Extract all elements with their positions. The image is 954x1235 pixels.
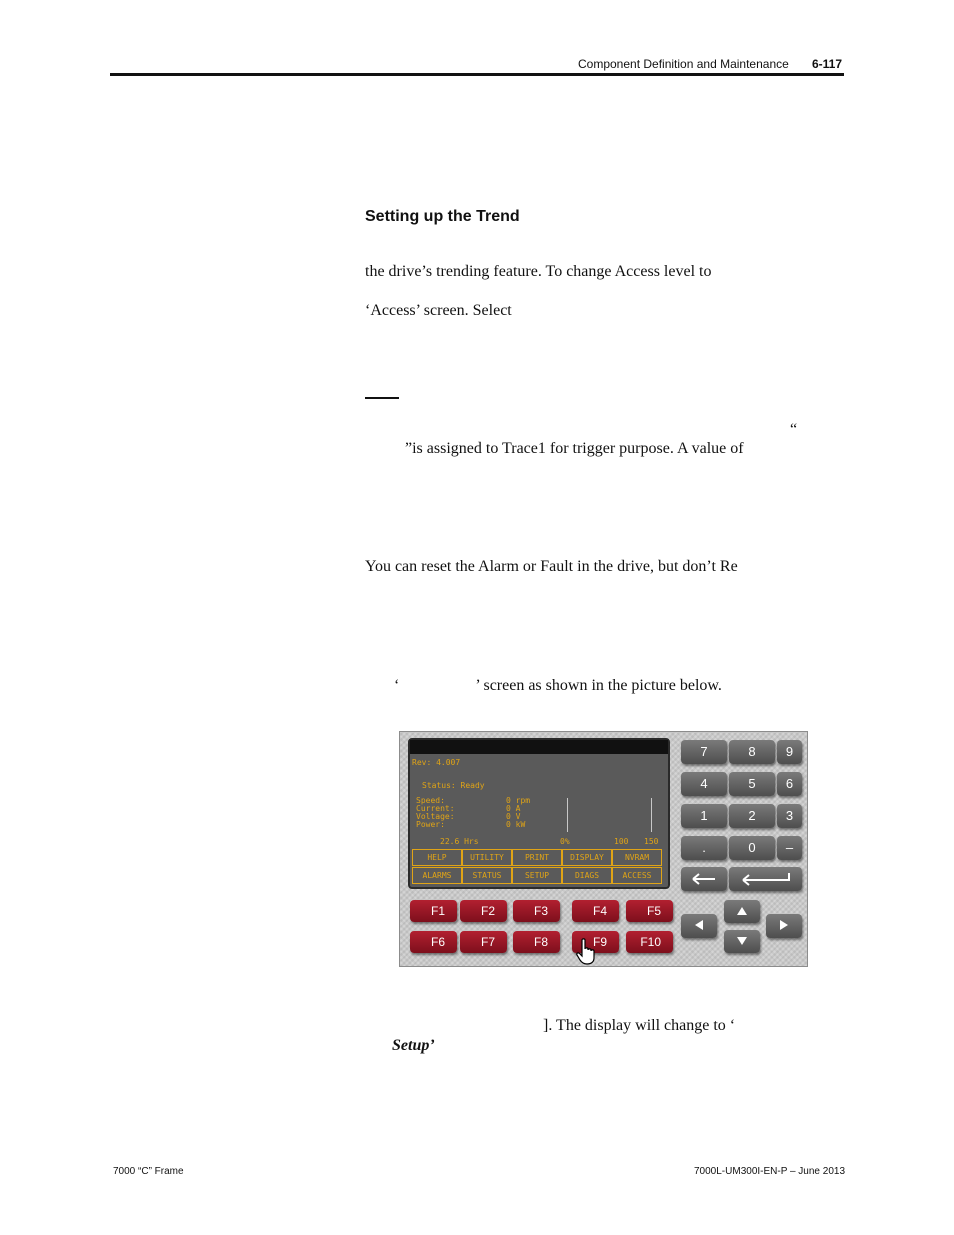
lcd-value-power: 0 kW: [506, 820, 526, 829]
lcd-label-current: Current:: [416, 804, 455, 813]
lcd-values: [506, 797, 530, 829]
lcd-label-voltage: Voltage:: [416, 812, 455, 821]
softkey-setup[interactable]: SETUP: [512, 867, 562, 884]
softkey-display[interactable]: DISPLAY: [562, 849, 612, 866]
f7-key-label: F7: [480, 935, 495, 949]
key-5[interactable]: 5: [729, 772, 775, 796]
f1-key-label: F1: [430, 904, 445, 918]
running-header-title: Component Definition and Maintenance: [578, 57, 789, 71]
key-8[interactable]: 8: [729, 740, 775, 764]
f8-key[interactable]: [513, 931, 560, 953]
softkey-diags[interactable]: DIAGS: [562, 867, 612, 884]
lcd-scale-150: 150: [644, 837, 659, 846]
lcd-label-speed: Speed:: [416, 796, 445, 805]
softkey-alarms[interactable]: ALARMS: [412, 867, 462, 884]
softkey-help[interactable]: HELP: [412, 849, 462, 866]
lcd-bar-left: [567, 798, 568, 832]
softkey-access[interactable]: ACCESS: [612, 867, 662, 884]
lcd-value-speed: 0 rpm: [506, 796, 531, 805]
f5-key-label: F5: [646, 904, 661, 918]
paragraph-2: ‘Access’ screen. Select: [365, 302, 512, 319]
f10-key-label: F10: [640, 935, 661, 949]
f1-key[interactable]: [410, 900, 457, 922]
softkey-nvram[interactable]: NVRAM: [612, 849, 662, 866]
f3-key[interactable]: [513, 900, 560, 922]
backspace-key[interactable]: [681, 867, 727, 891]
key-1[interactable]: 1: [681, 804, 727, 828]
lcd-hours: 22.6 Hrs: [440, 837, 479, 846]
right-arrow-icon: [779, 920, 789, 930]
key-2[interactable]: 2: [729, 804, 775, 828]
key-3[interactable]: 3: [777, 804, 802, 828]
softkey-utility[interactable]: UTILITY: [462, 849, 512, 866]
down-arrow-key[interactable]: [724, 930, 760, 953]
note-rule: [365, 397, 399, 399]
f4-key-label: F4: [592, 904, 607, 918]
key-7[interactable]: 7: [681, 740, 727, 764]
f6-key-label: F6: [430, 935, 445, 949]
f4-key[interactable]: [572, 900, 619, 922]
lcd-scale-100: 100: [614, 837, 629, 846]
f9-key-label: F9: [592, 935, 607, 949]
footer-right: 7000L-UM300I-EN-P – June 2013: [694, 1166, 846, 1177]
lcd-bar-right: [651, 798, 652, 832]
left-arrow-key[interactable]: [681, 914, 717, 938]
paragraph-7: Setup’: [392, 1037, 435, 1054]
paragraph-4: You can reset the Alarm or Fault in the drive, but don’t Re: [365, 558, 738, 575]
key-4[interactable]: 4: [681, 772, 727, 796]
up-arrow-key[interactable]: [724, 900, 760, 923]
softkey-print[interactable]: PRINT: [512, 849, 562, 866]
up-arrow-icon: [737, 906, 747, 916]
paragraph-3: ”is assigned to Trace1 for trigger purpose. A value of: [405, 440, 744, 457]
lcd-screen: [408, 738, 670, 889]
key-0[interactable]: 0: [729, 836, 775, 860]
f6-key[interactable]: [410, 931, 457, 953]
down-arrow-icon: [737, 936, 747, 946]
section-heading: Setting up the Trend: [365, 208, 520, 225]
open-quote: “: [790, 421, 798, 438]
lcd-labels: [416, 797, 455, 829]
f2-key[interactable]: [460, 900, 507, 922]
operator-terminal-image: [399, 731, 808, 967]
key-decimal[interactable]: .: [681, 836, 727, 860]
enter-arrow-icon: [740, 872, 792, 886]
key-9[interactable]: 9: [777, 740, 802, 764]
header-rule: [110, 73, 844, 76]
f8-key-label: F8: [533, 935, 548, 949]
f2-key-label: F2: [480, 904, 495, 918]
f7-key[interactable]: [460, 931, 507, 953]
key-minus[interactable]: –: [777, 836, 802, 860]
f3-key-label: F3: [533, 904, 548, 918]
lcd-scale-0: 0%: [560, 837, 570, 846]
paragraph-6: ]. The display will change to ‘: [543, 1017, 736, 1034]
enter-key[interactable]: [729, 867, 802, 891]
lcd-value-voltage: 0 V: [506, 812, 521, 821]
paragraph-5: ‘ ’ screen as shown in the picture below.: [394, 677, 722, 694]
backspace-arrow-icon: [691, 872, 717, 886]
left-arrow-icon: [694, 920, 704, 930]
lcd-status: Status: Ready: [422, 781, 485, 790]
softkey-status[interactable]: STATUS: [462, 867, 512, 884]
lcd-label-power: Power:: [416, 820, 445, 829]
lcd-title-bar: [410, 740, 668, 754]
lcd-rev: Rev: 4.007: [412, 758, 461, 767]
f10-key[interactable]: [626, 931, 673, 953]
paragraph-1: the drive’s trending feature. To change Access level to: [365, 263, 712, 280]
hand-pointer-icon: [576, 938, 600, 966]
key-6[interactable]: 6: [777, 772, 802, 796]
f5-key[interactable]: [626, 900, 673, 922]
lcd-value-current: 0 A: [506, 804, 521, 813]
page-number: 6-117: [812, 57, 843, 71]
right-arrow-key[interactable]: [766, 914, 802, 938]
footer-left: 7000 “C” Frame: [113, 1166, 184, 1177]
